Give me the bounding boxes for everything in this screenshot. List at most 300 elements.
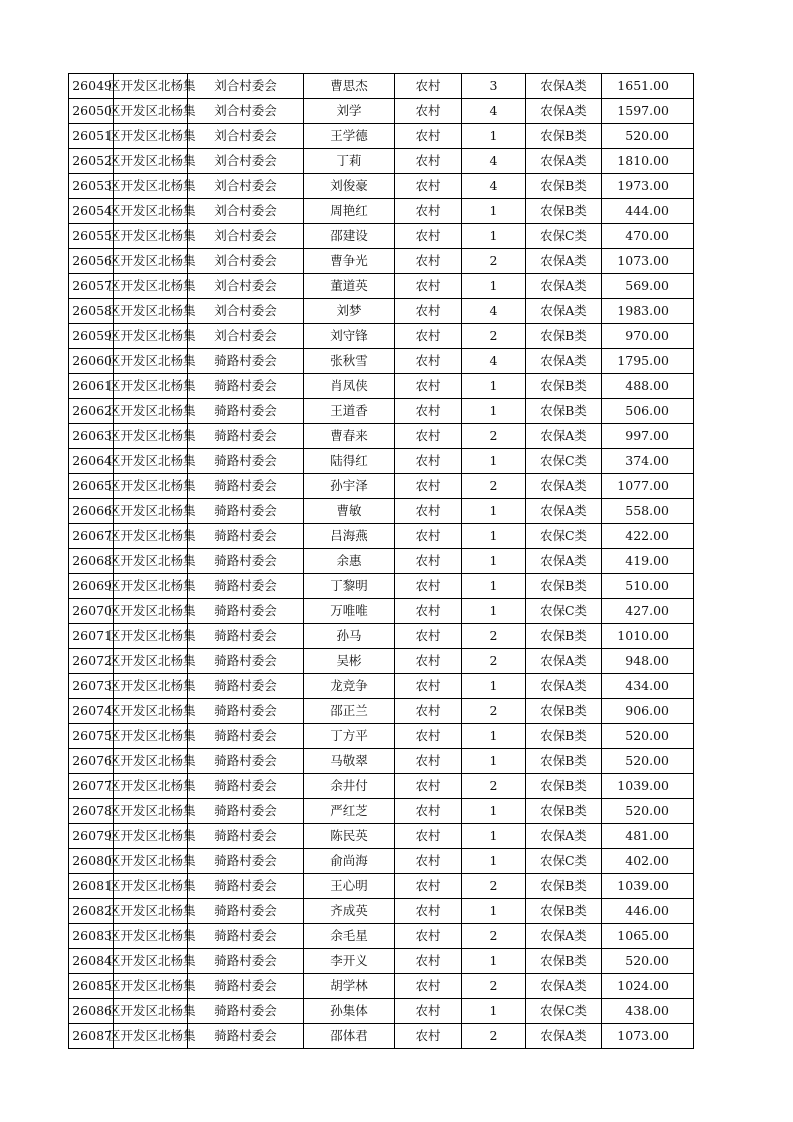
- amount-cell: 1973.00: [602, 174, 694, 199]
- area-text: 区开发区北杨集: [108, 553, 196, 568]
- area-text: 区开发区北杨集: [108, 928, 196, 943]
- amount-cell: 569.00: [602, 274, 694, 299]
- area-cell: [108, 599, 196, 624]
- amount-cell: 1795.00: [602, 349, 694, 374]
- household-type-cell: 农村: [395, 949, 462, 974]
- area-cell: [108, 199, 196, 224]
- name-cell: 曹争光: [304, 249, 395, 274]
- category-cell: 农保B类: [526, 374, 602, 399]
- area-cell: [108, 524, 196, 549]
- category-cell: 农保A类: [526, 249, 602, 274]
- member-count-cell: 1: [462, 949, 526, 974]
- area-text: 区开发区北杨集: [108, 503, 196, 518]
- category-cell: 农保C类: [526, 524, 602, 549]
- area-cell: [108, 649, 196, 674]
- committee-cell: 骑路村委会: [188, 699, 304, 724]
- table-row: [69, 749, 694, 774]
- area-cell: [108, 74, 196, 99]
- table-row: [69, 949, 694, 974]
- table-row: [69, 674, 694, 699]
- table-row: [69, 199, 694, 224]
- category-cell: 农保B类: [526, 949, 602, 974]
- amount-cell: 520.00: [602, 724, 694, 749]
- area-cell: [108, 399, 196, 424]
- committee-cell: 骑路村委会: [188, 774, 304, 799]
- amount-cell: 997.00: [602, 424, 694, 449]
- amount-cell: 444.00: [602, 199, 694, 224]
- area-text: 区开发区北杨集: [108, 328, 196, 343]
- household-type-cell: 农村: [395, 574, 462, 599]
- area-cell: [108, 349, 196, 374]
- area-text: 区开发区北杨集: [108, 528, 196, 543]
- record-id-cell: 26086: [69, 999, 114, 1024]
- name-cell: 龙竞争: [304, 674, 395, 699]
- name-cell: 余毛星: [304, 924, 395, 949]
- record-id-cell: 26062: [69, 399, 114, 424]
- table-row: [69, 274, 694, 299]
- category-cell: 农保A类: [526, 549, 602, 574]
- area-text: 区开发区北杨集: [108, 178, 196, 193]
- record-id-cell: 26073: [69, 674, 114, 699]
- household-type-cell: 农村: [395, 849, 462, 874]
- table-row: [69, 124, 694, 149]
- table-row: [69, 424, 694, 449]
- committee-cell: 骑路村委会: [188, 674, 304, 699]
- area-text: 区开发区北杨集: [108, 478, 196, 493]
- category-cell: 农保C类: [526, 849, 602, 874]
- amount-cell: 488.00: [602, 374, 694, 399]
- committee-cell: 骑路村委会: [188, 899, 304, 924]
- name-cell: 俞尚海: [304, 849, 395, 874]
- area-cell: [108, 424, 196, 449]
- household-type-cell: 农村: [395, 674, 462, 699]
- area-cell: [108, 874, 196, 899]
- name-cell: 严红芝: [304, 799, 395, 824]
- roster-table: [68, 73, 694, 1049]
- committee-cell: 刘合村委会: [188, 149, 304, 174]
- area-text: 区开发区北杨集: [108, 103, 196, 118]
- category-cell: 农保A类: [526, 824, 602, 849]
- household-type-cell: 农村: [395, 499, 462, 524]
- household-type-cell: 农村: [395, 74, 462, 99]
- area-cell: [108, 574, 196, 599]
- household-type-cell: 农村: [395, 799, 462, 824]
- table-row: [69, 549, 694, 574]
- member-count-cell: 1: [462, 849, 526, 874]
- committee-cell: 骑路村委会: [188, 924, 304, 949]
- member-count-cell: 1: [462, 124, 526, 149]
- area-text: 区开发区北杨集: [108, 1028, 196, 1043]
- table-row: [69, 799, 694, 824]
- category-cell: 农保A类: [526, 1024, 602, 1049]
- amount-cell: 520.00: [602, 799, 694, 824]
- name-cell: 陈民英: [304, 824, 395, 849]
- member-count-cell: 1: [462, 799, 526, 824]
- category-cell: 农保C类: [526, 599, 602, 624]
- category-cell: 农保A类: [526, 99, 602, 124]
- committee-cell: 骑路村委会: [188, 349, 304, 374]
- committee-cell: 刘合村委会: [188, 124, 304, 149]
- amount-cell: 1039.00: [602, 774, 694, 799]
- record-id-cell: 26087: [69, 1024, 114, 1049]
- record-id-cell: 26078: [69, 799, 114, 824]
- table-row: [69, 724, 694, 749]
- member-count-cell: 1: [462, 224, 526, 249]
- category-cell: 农保A类: [526, 274, 602, 299]
- area-text: 区开发区北杨集: [108, 378, 196, 393]
- name-cell: 邵体君: [304, 1024, 395, 1049]
- table-row: [69, 499, 694, 524]
- area-cell: [108, 324, 196, 349]
- record-id-cell: 26057: [69, 274, 114, 299]
- member-count-cell: 2: [462, 624, 526, 649]
- area-text: 区开发区北杨集: [108, 953, 196, 968]
- name-cell: 陆得红: [304, 449, 395, 474]
- record-id-cell: 26074: [69, 699, 114, 724]
- name-cell: 余井付: [304, 774, 395, 799]
- category-cell: 农保A类: [526, 424, 602, 449]
- area-text: 区开发区北杨集: [108, 653, 196, 668]
- area-text: 区开发区北杨集: [108, 778, 196, 793]
- area-text: 区开发区北杨集: [108, 453, 196, 468]
- category-cell: 农保B类: [526, 724, 602, 749]
- name-cell: 王道香: [304, 399, 395, 424]
- area-text: 区开发区北杨集: [108, 628, 196, 643]
- amount-cell: 520.00: [602, 124, 694, 149]
- category-cell: 农保B类: [526, 124, 602, 149]
- name-cell: 王心明: [304, 874, 395, 899]
- table-row: [69, 324, 694, 349]
- record-id-cell: 26060: [69, 349, 114, 374]
- table-row: [69, 774, 694, 799]
- record-id-cell: 26084: [69, 949, 114, 974]
- category-cell: 农保A类: [526, 474, 602, 499]
- committee-cell: 骑路村委会: [188, 974, 304, 999]
- member-count-cell: 4: [462, 349, 526, 374]
- category-cell: 农保C类: [526, 224, 602, 249]
- area-cell: [108, 724, 196, 749]
- area-cell: [108, 499, 196, 524]
- committee-cell: 刘合村委会: [188, 99, 304, 124]
- area-cell: [108, 299, 196, 324]
- amount-cell: 906.00: [602, 699, 694, 724]
- household-type-cell: 农村: [395, 874, 462, 899]
- name-cell: 余惠: [304, 549, 395, 574]
- committee-cell: 骑路村委会: [188, 724, 304, 749]
- area-cell: [108, 174, 196, 199]
- area-cell: [108, 249, 196, 274]
- area-text: 区开发区北杨集: [108, 403, 196, 418]
- area-cell: [108, 374, 196, 399]
- name-cell: 刘守锋: [304, 324, 395, 349]
- member-count-cell: 1: [462, 724, 526, 749]
- member-count-cell: 1: [462, 574, 526, 599]
- committee-cell: 骑路村委会: [188, 824, 304, 849]
- area-cell: [108, 824, 196, 849]
- amount-cell: 402.00: [602, 849, 694, 874]
- table-row: [69, 974, 694, 999]
- record-id-cell: 26058: [69, 299, 114, 324]
- amount-cell: 1039.00: [602, 874, 694, 899]
- amount-cell: 1810.00: [602, 149, 694, 174]
- household-type-cell: 农村: [395, 274, 462, 299]
- committee-cell: 骑路村委会: [188, 599, 304, 624]
- name-cell: 曹敏: [304, 499, 395, 524]
- committee-cell: 骑路村委会: [188, 1024, 304, 1049]
- member-count-cell: 1: [462, 374, 526, 399]
- area-text: 区开发区北杨集: [108, 878, 196, 893]
- area-text: 区开发区北杨集: [108, 78, 196, 93]
- member-count-cell: 1: [462, 549, 526, 574]
- category-cell: 农保A类: [526, 974, 602, 999]
- committee-cell: 刘合村委会: [188, 299, 304, 324]
- name-cell: 吕海燕: [304, 524, 395, 549]
- household-type-cell: 农村: [395, 149, 462, 174]
- table-row: [69, 349, 694, 374]
- amount-cell: 970.00: [602, 324, 694, 349]
- household-type-cell: 农村: [395, 924, 462, 949]
- record-id-cell: 26061: [69, 374, 114, 399]
- member-count-cell: 3: [462, 74, 526, 99]
- category-cell: 农保B类: [526, 399, 602, 424]
- category-cell: 农保A类: [526, 499, 602, 524]
- record-id-cell: 26079: [69, 824, 114, 849]
- amount-cell: 481.00: [602, 824, 694, 849]
- area-cell: [108, 949, 196, 974]
- household-type-cell: 农村: [395, 299, 462, 324]
- record-id-cell: 26076: [69, 749, 114, 774]
- area-text: 区开发区北杨集: [108, 203, 196, 218]
- member-count-cell: 1: [462, 449, 526, 474]
- amount-cell: 422.00: [602, 524, 694, 549]
- table-row: [69, 174, 694, 199]
- table-row: [69, 999, 694, 1024]
- area-text: 区开发区北杨集: [108, 678, 196, 693]
- record-id-cell: 26080: [69, 849, 114, 874]
- household-type-cell: 农村: [395, 199, 462, 224]
- name-cell: 胡学林: [304, 974, 395, 999]
- area-cell: [108, 799, 196, 824]
- amount-cell: 1073.00: [602, 1024, 694, 1049]
- table-row: [69, 699, 694, 724]
- committee-cell: 骑路村委会: [188, 549, 304, 574]
- area-text: 区开发区北杨集: [108, 828, 196, 843]
- record-id-cell: 26067: [69, 524, 114, 549]
- household-type-cell: 农村: [395, 724, 462, 749]
- member-count-cell: 2: [462, 249, 526, 274]
- record-id-cell: 26069: [69, 574, 114, 599]
- member-count-cell: 4: [462, 149, 526, 174]
- committee-cell: 骑路村委会: [188, 499, 304, 524]
- household-type-cell: 农村: [395, 374, 462, 399]
- category-cell: 农保A类: [526, 349, 602, 374]
- table-row: [69, 574, 694, 599]
- table-row: [69, 449, 694, 474]
- area-text: 区开发区北杨集: [108, 578, 196, 593]
- table-row: [69, 299, 694, 324]
- amount-cell: 1024.00: [602, 974, 694, 999]
- committee-cell: 骑路村委会: [188, 574, 304, 599]
- household-type-cell: 农村: [395, 524, 462, 549]
- committee-cell: 刘合村委会: [188, 74, 304, 99]
- record-id-cell: 26071: [69, 624, 114, 649]
- household-type-cell: 农村: [395, 1024, 462, 1049]
- category-cell: 农保B类: [526, 749, 602, 774]
- member-count-cell: 1: [462, 674, 526, 699]
- member-count-cell: 1: [462, 999, 526, 1024]
- member-count-cell: 1: [462, 899, 526, 924]
- name-cell: 丁方平: [304, 724, 395, 749]
- area-cell: [108, 899, 196, 924]
- table-row: [69, 874, 694, 899]
- area-cell: [108, 999, 196, 1024]
- amount-cell: 520.00: [602, 949, 694, 974]
- area-text: 区开发区北杨集: [108, 128, 196, 143]
- record-id-cell: 26063: [69, 424, 114, 449]
- member-count-cell: 2: [462, 649, 526, 674]
- name-cell: 丁莉: [304, 149, 395, 174]
- area-cell: [108, 1024, 196, 1049]
- member-count-cell: 1: [462, 749, 526, 774]
- name-cell: 万唯唯: [304, 599, 395, 624]
- table-row: [69, 824, 694, 849]
- area-text: 区开发区北杨集: [108, 978, 196, 993]
- category-cell: 农保C类: [526, 449, 602, 474]
- category-cell: 农保A类: [526, 674, 602, 699]
- category-cell: 农保B类: [526, 774, 602, 799]
- amount-cell: 948.00: [602, 649, 694, 674]
- area-cell: [108, 549, 196, 574]
- record-id-cell: 26056: [69, 249, 114, 274]
- committee-cell: 刘合村委会: [188, 324, 304, 349]
- amount-cell: 374.00: [602, 449, 694, 474]
- member-count-cell: 1: [462, 524, 526, 549]
- category-cell: 农保B类: [526, 874, 602, 899]
- amount-cell: 558.00: [602, 499, 694, 524]
- committee-cell: 骑路村委会: [188, 399, 304, 424]
- category-cell: 农保B类: [526, 199, 602, 224]
- record-id-cell: 26066: [69, 499, 114, 524]
- table-row: [69, 899, 694, 924]
- area-cell: [108, 449, 196, 474]
- name-cell: 吴彬: [304, 649, 395, 674]
- table-row: [69, 1024, 694, 1049]
- area-cell: [108, 699, 196, 724]
- member-count-cell: 2: [462, 774, 526, 799]
- member-count-cell: 1: [462, 399, 526, 424]
- name-cell: 齐成英: [304, 899, 395, 924]
- table-row: [69, 624, 694, 649]
- committee-cell: 刘合村委会: [188, 224, 304, 249]
- household-type-cell: 农村: [395, 124, 462, 149]
- area-cell: [108, 149, 196, 174]
- member-count-cell: 4: [462, 174, 526, 199]
- area-cell: [108, 224, 196, 249]
- committee-cell: 刘合村委会: [188, 199, 304, 224]
- record-id-cell: 26077: [69, 774, 114, 799]
- name-cell: 马敬翠: [304, 749, 395, 774]
- committee-cell: 骑路村委会: [188, 624, 304, 649]
- area-text: 区开发区北杨集: [108, 803, 196, 818]
- area-cell: [108, 274, 196, 299]
- table-row: [69, 399, 694, 424]
- area-text: 区开发区北杨集: [108, 228, 196, 243]
- member-count-cell: 2: [462, 974, 526, 999]
- category-cell: 农保B类: [526, 174, 602, 199]
- household-type-cell: 农村: [395, 899, 462, 924]
- category-cell: 农保B类: [526, 624, 602, 649]
- amount-cell: 446.00: [602, 899, 694, 924]
- committee-cell: 骑路村委会: [188, 449, 304, 474]
- household-type-cell: 农村: [395, 449, 462, 474]
- committee-cell: 骑路村委会: [188, 749, 304, 774]
- member-count-cell: 1: [462, 499, 526, 524]
- household-type-cell: 农村: [395, 699, 462, 724]
- amount-cell: 506.00: [602, 399, 694, 424]
- household-type-cell: 农村: [395, 999, 462, 1024]
- household-type-cell: 农村: [395, 549, 462, 574]
- amount-cell: 434.00: [602, 674, 694, 699]
- record-id-cell: 26065: [69, 474, 114, 499]
- category-cell: 农保A类: [526, 149, 602, 174]
- committee-cell: 刘合村委会: [188, 274, 304, 299]
- household-type-cell: 农村: [395, 824, 462, 849]
- table-row: [69, 649, 694, 674]
- household-type-cell: 农村: [395, 424, 462, 449]
- area-text: 区开发区北杨集: [108, 753, 196, 768]
- name-cell: 王学德: [304, 124, 395, 149]
- name-cell: 邵正兰: [304, 699, 395, 724]
- record-id-cell: 26083: [69, 924, 114, 949]
- table-row: [69, 249, 694, 274]
- household-type-cell: 农村: [395, 974, 462, 999]
- member-count-cell: 4: [462, 99, 526, 124]
- amount-cell: 438.00: [602, 999, 694, 1024]
- area-cell: [108, 749, 196, 774]
- amount-cell: 1651.00: [602, 74, 694, 99]
- household-type-cell: 农村: [395, 599, 462, 624]
- record-id-cell: 26068: [69, 549, 114, 574]
- household-type-cell: 农村: [395, 399, 462, 424]
- record-id-cell: 26053: [69, 174, 114, 199]
- member-count-cell: 1: [462, 824, 526, 849]
- amount-cell: 427.00: [602, 599, 694, 624]
- record-id-cell: 26070: [69, 599, 114, 624]
- household-type-cell: 农村: [395, 224, 462, 249]
- member-count-cell: 2: [462, 874, 526, 899]
- table-row: [69, 524, 694, 549]
- record-id-cell: 26064: [69, 449, 114, 474]
- committee-cell: 骑路村委会: [188, 999, 304, 1024]
- area-cell: [108, 624, 196, 649]
- household-type-cell: 农村: [395, 324, 462, 349]
- committee-cell: 骑路村委会: [188, 849, 304, 874]
- table-row: [69, 149, 694, 174]
- name-cell: 刘梦: [304, 299, 395, 324]
- amount-cell: 510.00: [602, 574, 694, 599]
- category-cell: 农保B类: [526, 699, 602, 724]
- area-cell: [108, 974, 196, 999]
- member-count-cell: 2: [462, 924, 526, 949]
- amount-cell: 1597.00: [602, 99, 694, 124]
- name-cell: 邵建设: [304, 224, 395, 249]
- table-row: [69, 474, 694, 499]
- area-cell: [108, 924, 196, 949]
- name-cell: 丁黎明: [304, 574, 395, 599]
- name-cell: 周艳红: [304, 199, 395, 224]
- committee-cell: 骑路村委会: [188, 949, 304, 974]
- committee-cell: 骑路村委会: [188, 424, 304, 449]
